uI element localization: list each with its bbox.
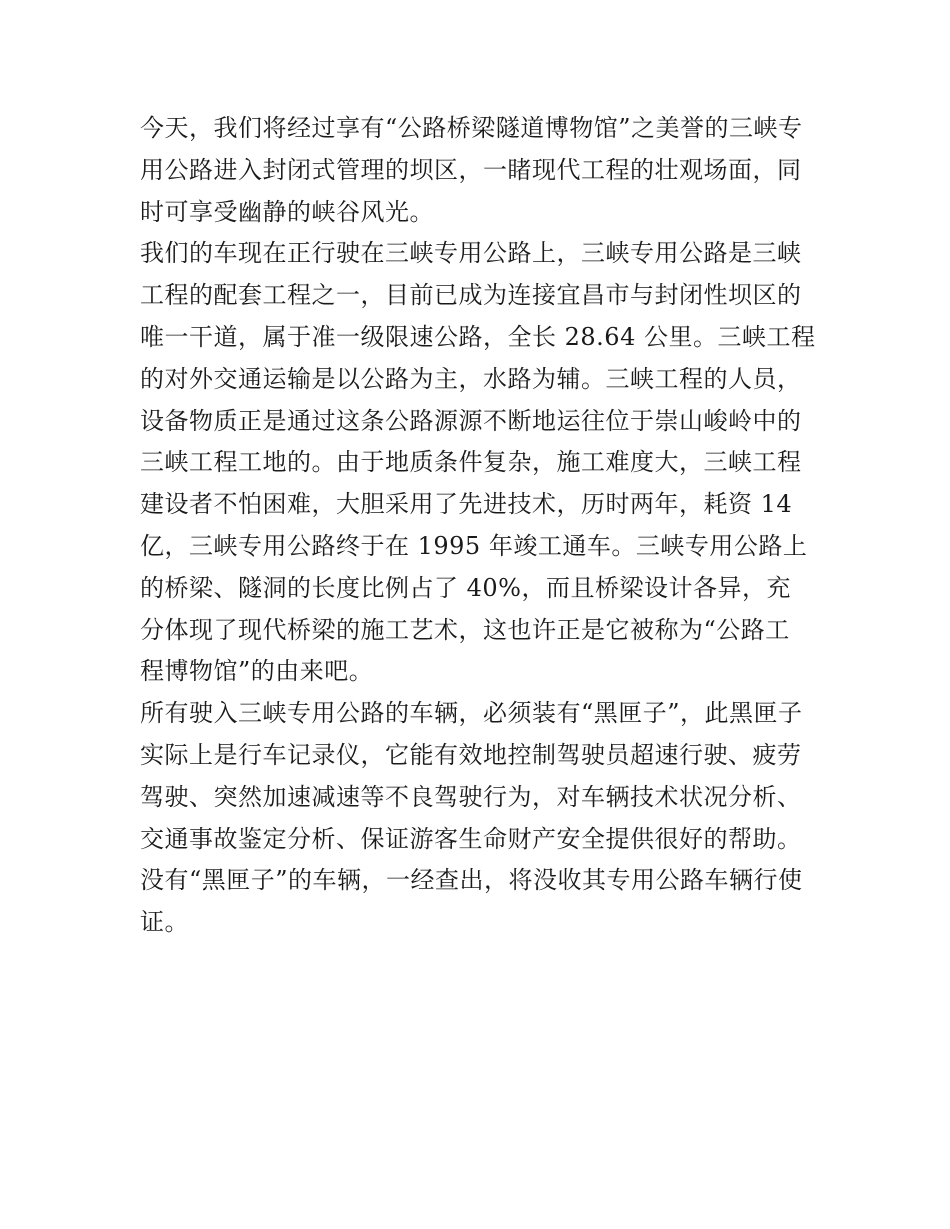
text-line: 实际上是行车记录仪，它能有效地控制驾驶员超速行驶、疲劳 [140, 740, 802, 769]
paragraph-1 [140, 108, 812, 233]
text-line: 时可享受幽静的峡谷风光。 [140, 197, 434, 226]
text-line: 我们的车现在正行驶在三峡专用公路上，三峡专用公路是三峡 [140, 239, 802, 268]
text-line: 用公路进入封闭式管理的坝区，一睹现代工程的壮观场面，同 [140, 155, 802, 184]
text-line: 的对外交通运输是以公路为主，水路为辅。三峡工程的人员， [140, 364, 802, 393]
paragraph-3 [140, 693, 812, 944]
text-line: 程博物馆”的由来吧。 [140, 657, 374, 686]
text-line: 设备物质正是通过这条公路源源不断地运往位于崇山峻岭中的 [140, 406, 802, 435]
paragraph-2 [140, 233, 816, 693]
text-line: 亿，三峡专用公路终于在 1995 年竣工通车。三峡专用公路上 [140, 531, 808, 560]
text-line: 建设者不怕困难，大胆采用了先进技术，历时两年，耗资 14 [140, 490, 793, 519]
text-line: 分体现了现代桥梁的施工艺术，这也许正是它被称为“公路工 [140, 615, 790, 644]
text-line: 工程的配套工程之一，目前已成为连接宜昌市与封闭性坝区的 [140, 281, 802, 310]
text-line: 三峡工程工地的。由于地质条件复杂，施工难度大，三峡工程 [140, 448, 802, 477]
text-line: 所有驶入三峡专用公路的车辆，必须装有“黑匣子”，此黑匣子 [140, 699, 803, 728]
text-line: 驾驶、突然加速减速等不良驾驶行为，对车辆技术状况分析、 [140, 782, 802, 811]
text-line: 证。 [140, 908, 189, 937]
text-line: 今天，我们将经过享有“公路桥梁隧道博物馆”之美誉的三峡专 [140, 114, 803, 142]
text-line: 没有“黑匣子”的车辆，一经查出，将没收其专用公路车辆行使 [140, 866, 803, 895]
text-line: 交通事故鉴定分析、保证游客生命财产安全提供很好的帮助。 [140, 824, 802, 853]
text-line: 的桥梁、隧洞的长度比例占了 40%，而且桥梁设计各异，充 [140, 573, 791, 602]
document-body [140, 108, 816, 944]
text-line: 唯一干道，属于准一级限速公路，全长 28.64 公里。三峡工程 [140, 322, 816, 351]
